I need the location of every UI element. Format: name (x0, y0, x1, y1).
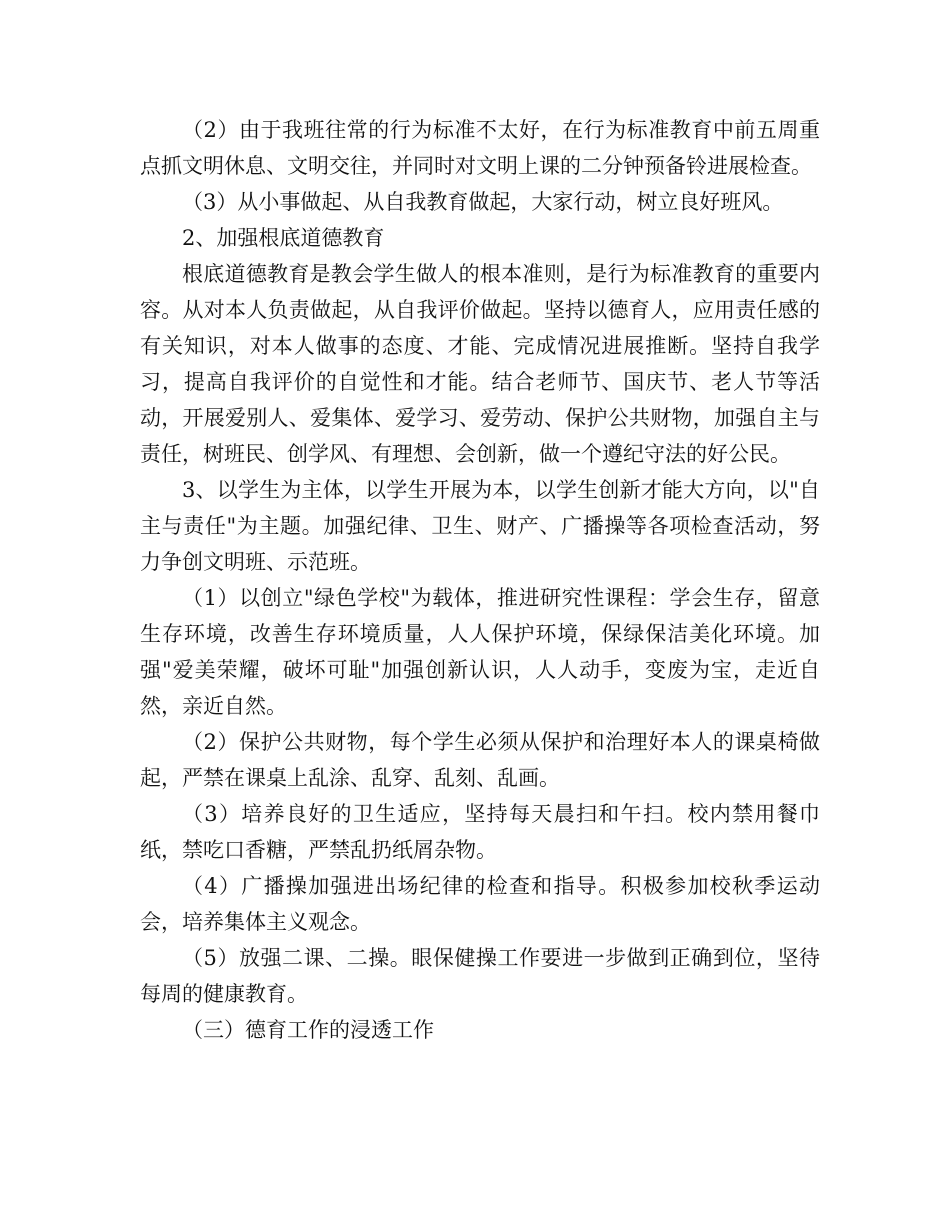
section-heading-san: （三）德育工作的浸透工作 (182, 1018, 434, 1042)
paragraph-5: （2）保护公共财物，每个学生必须从保护和治理好本人的课桌椅做起，严禁在课桌上乱涂、乱穿、乱刻、乱画。 (140, 730, 820, 790)
paragraph-2: （3）从小事做起、从自我教育做起，大家行动，树立良好班风。 (182, 190, 784, 214)
paragraph-1: （2）由于我班往常的行为标准不太好，在行为标准教育中前五周重点抓文明休息、文明交往，并同时对文明上课的二分钟预备铃进展检查。 (140, 118, 820, 178)
section-heading-2: 2、加强根底道德教育 (182, 226, 385, 250)
paragraph-7: （4）广播操加强进出场纪律的检查和指导。积极参加校秋季运动会，培养集体主义观念。 (140, 874, 820, 934)
paragraph-4: （1）以创立"绿色学校"为载体，推进研究性课程：学会生存，留意生存环境，改善生存环境质量，人人保护环境，保绿保洁美化环境。加强"爱美荣耀，破坏可耻"加强创新认识，人人动手，变废为宝，走近自然，亲近自然。 (140, 586, 820, 718)
paragraph-3: 根底道德教育是教会学生做人的根本准则，是行为标准教育的重要内容。从对本人负责做起，从自我评价做起。坚持以德育人，应用责任感的有关知识，对本人做事的态度、才能、完成情况进展推断。坚持自我学习，提高自我评价的自觉性和才能。结合老师节、国庆节、老人节等活动，开展爱别人、爱集体、爱学习、爱劳动、保护公共财物，加强自主与责任，树班民、创学风、有理想、会创新，做一个遵纪守法的好公民。 (140, 262, 820, 466)
paragraph-8: （5）放强二课、二操。眼保健操工作要进一步做到正确到位，坚待每周的健康教育。 (140, 946, 820, 1006)
document-body (140, 112, 820, 1048)
section-heading-3: 3、以学生为主体，以学生开展为本，以学生创新才能大方向，以"自主与责任"为主题。加强纪律、卫生、财产、广播操等各项检查活动，努力争创文明班、示范班。 (140, 478, 820, 574)
paragraph-6: （3）培养良好的卫生适应，坚持每天晨扫和午扫。校内禁用餐巾纸，禁吃口香糖，严禁乱扔纸屑杂物。 (140, 802, 820, 862)
